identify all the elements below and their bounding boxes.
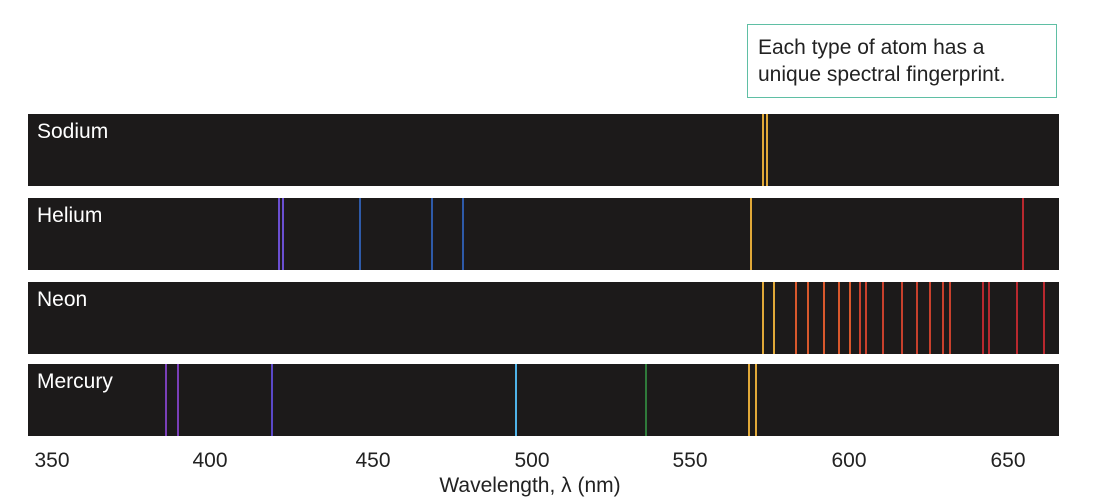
spectrum-label: Neon (37, 288, 88, 311)
emission-line (462, 198, 464, 270)
emission-line (748, 364, 750, 436)
spectrum-strip-mercury (28, 364, 1059, 436)
axis-tick-label: 650 (990, 449, 1026, 472)
callout-text-line1: Each type of atom has a (758, 36, 985, 59)
emission-line (929, 282, 931, 354)
axis-tick-label: 500 (514, 449, 550, 472)
axis-title: Wavelength, λ (nm) (439, 474, 621, 497)
emission-line (359, 198, 361, 270)
emission-line (795, 282, 797, 354)
emission-line (1016, 282, 1018, 354)
emission-line (901, 282, 903, 354)
emission-line (271, 364, 273, 436)
emission-line (773, 282, 775, 354)
emission-line (762, 282, 764, 354)
emission-line (982, 282, 984, 354)
emission-line (807, 282, 809, 354)
emission-line (515, 364, 517, 436)
emission-line (865, 282, 867, 354)
callout-text-line2: unique spectral fingerprint. (758, 63, 1006, 86)
spectrum-strip-neon (28, 282, 1059, 354)
spectrum-label: Helium (37, 204, 103, 227)
emission-line (278, 198, 280, 270)
emission-line (916, 282, 918, 354)
spectrum-strip-sodium (28, 114, 1059, 186)
emission-line (762, 114, 764, 186)
emission-line (823, 282, 825, 354)
axis-tick-label: 550 (672, 449, 708, 472)
emission-line (849, 282, 851, 354)
emission-line (282, 198, 284, 270)
spectrum-label: Mercury (37, 370, 113, 393)
emission-line (859, 282, 861, 354)
emission-line (431, 198, 433, 270)
axis-tick-label: 450 (355, 449, 391, 472)
emission-line (766, 114, 768, 186)
axis-tick-label: 350 (34, 449, 70, 472)
emission-line (165, 364, 167, 436)
emission-line (177, 364, 179, 436)
spectrum-label: Sodium (37, 120, 109, 143)
axis-tick-label: 400 (192, 449, 228, 472)
emission-line (988, 282, 990, 354)
emission-line (750, 198, 752, 270)
spectrum-strip-helium (28, 198, 1059, 270)
emission-line (838, 282, 840, 354)
emission-line (1043, 282, 1045, 354)
emission-line (1022, 198, 1024, 270)
callout-box (747, 24, 1057, 98)
axis-tick-label: 600 (831, 449, 867, 472)
emission-line (645, 364, 647, 436)
emission-line (755, 364, 757, 436)
emission-line (882, 282, 884, 354)
emission-line (949, 282, 951, 354)
emission-line (942, 282, 944, 354)
